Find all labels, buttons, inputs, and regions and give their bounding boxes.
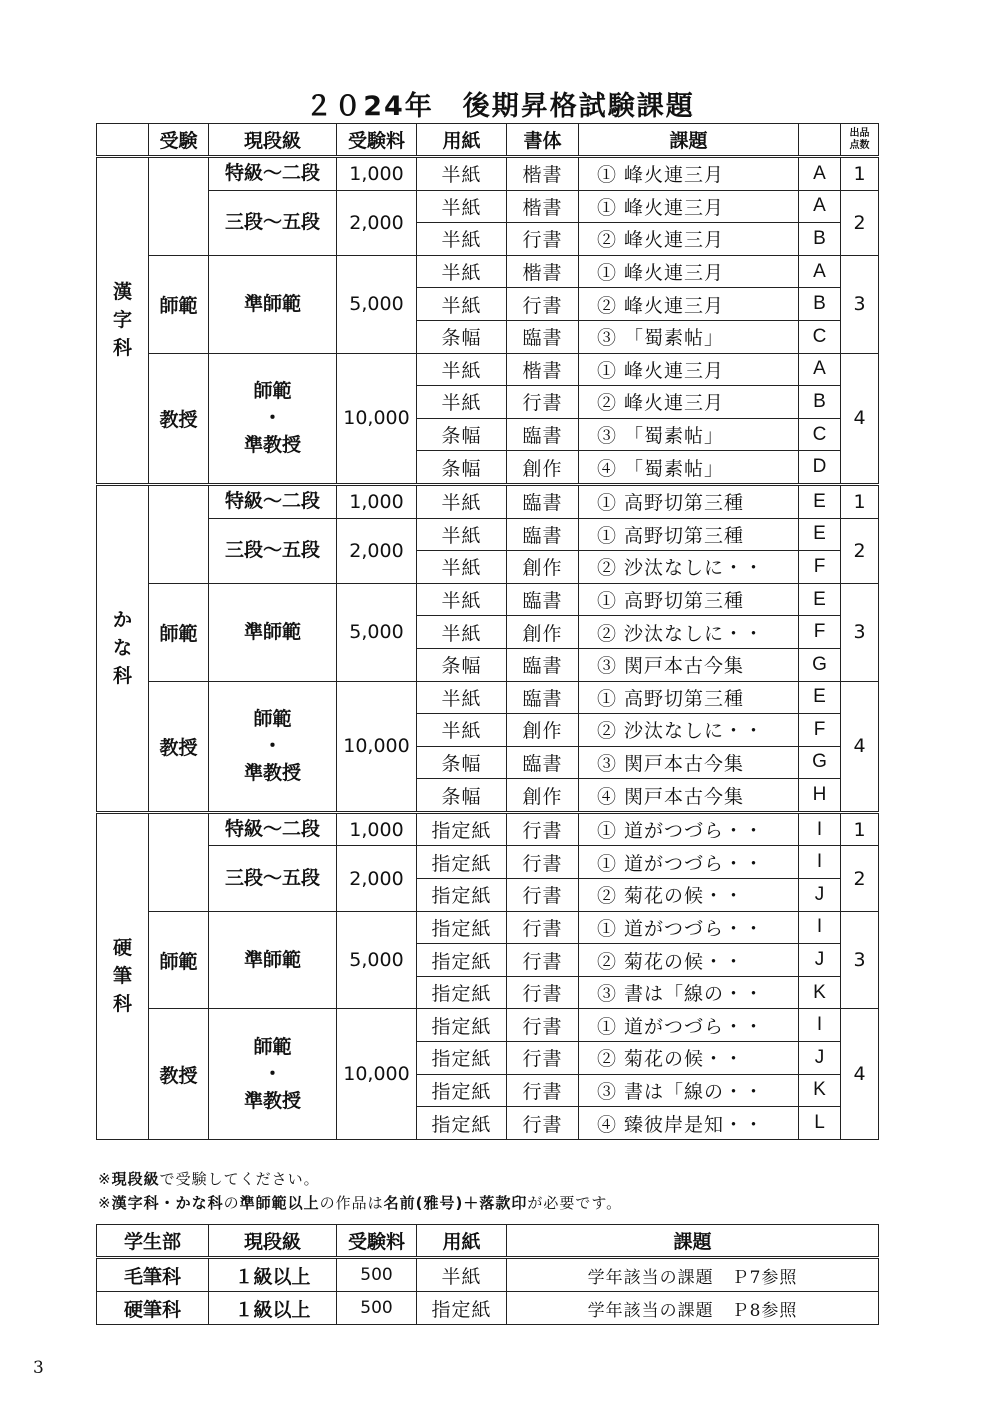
note2-mark: ※ — [98, 1194, 112, 1212]
note-line-2 — [98, 1192, 622, 1213]
subject-code: E — [799, 518, 841, 551]
exam-fee: 1,000 — [337, 812, 417, 846]
note2-text-3: が必要です。 — [527, 1194, 623, 1212]
exam-fee: 5,000 — [337, 911, 417, 1009]
script-style: 創作 — [507, 714, 579, 747]
level-line: 三段～五段 — [224, 539, 320, 562]
table-row — [97, 190, 879, 223]
subject-title: ① 峰火連三月 — [579, 157, 799, 191]
level-line: 準教授 — [243, 433, 301, 456]
subject-code: D — [799, 451, 841, 485]
paper-type: 指定紙 — [417, 944, 507, 977]
department-char: 科 — [112, 337, 132, 360]
script-style: 行書 — [507, 1009, 579, 1042]
subject-code: B — [799, 223, 841, 256]
subject-code: I — [799, 812, 841, 846]
current-level — [209, 911, 337, 1009]
subject-title: ① 高野切第三種 — [579, 681, 799, 714]
student-dept: 毛筆科 — [97, 1258, 209, 1292]
script-style: 行書 — [507, 812, 579, 846]
script-style: 行書 — [507, 911, 579, 944]
student-level: １級以上 — [209, 1258, 337, 1292]
script-style: 臨書 — [507, 518, 579, 551]
exam-fee: 2,000 — [337, 518, 417, 583]
paper-type: 条幅 — [417, 418, 507, 451]
exam-type: 師範 — [149, 583, 209, 681]
script-style: 臨書 — [507, 681, 579, 714]
exam-subjects-table — [96, 123, 879, 1140]
subject-code: H — [799, 779, 841, 813]
script-style: 臨書 — [507, 648, 579, 681]
script-style: 行書 — [507, 1042, 579, 1075]
subject-title: ③ 「蜀素帖」 — [579, 320, 799, 353]
script-style: 臨書 — [507, 418, 579, 451]
department-char: 科 — [112, 665, 132, 688]
subject-code: F — [799, 616, 841, 649]
current-level — [209, 583, 337, 681]
subject-code: B — [799, 386, 841, 419]
subject-code: G — [799, 648, 841, 681]
level-line: ・ — [262, 1062, 282, 1085]
exam-fee: 1,000 — [337, 484, 417, 518]
paper-type: 条幅 — [417, 451, 507, 485]
paper-type: 半紙 — [417, 288, 507, 321]
script-style: 楷書 — [507, 255, 579, 288]
subject-title: ② 沙汰なしに・・ — [579, 714, 799, 747]
subject-code: C — [799, 320, 841, 353]
department-char: 漢 — [112, 281, 132, 304]
subject-title: ③ 書は「線の・・ — [579, 976, 799, 1009]
table-row — [97, 846, 879, 879]
current-level — [209, 681, 337, 812]
header-fee: 受験料 — [337, 124, 417, 157]
student-header-fee: 受験料 — [337, 1225, 417, 1258]
entry-count: 3 — [841, 583, 879, 681]
script-style: 創作 — [507, 779, 579, 813]
subject-code: I — [799, 1009, 841, 1042]
department-char: 硬 — [112, 937, 132, 960]
exam-type: 師範 — [149, 255, 209, 353]
subject-code: E — [799, 681, 841, 714]
student-header-level: 現段級 — [209, 1225, 337, 1258]
subject-title: ① 道がつづら・・ — [579, 812, 799, 846]
subject-title: ③ 関戸本古今集 — [579, 746, 799, 779]
paper-type: 半紙 — [417, 157, 507, 191]
level-line: 準教授 — [243, 761, 301, 784]
student-row — [97, 1258, 879, 1292]
table-header-row — [97, 124, 879, 157]
student-fee: 500 — [337, 1258, 417, 1292]
department-char: 科 — [112, 993, 132, 1016]
script-style: 行書 — [507, 976, 579, 1009]
subject-title: ④ 「蜀素帖」 — [579, 451, 799, 485]
subject-code: K — [799, 1074, 841, 1107]
header-points — [841, 124, 879, 157]
department-char: な — [112, 637, 132, 660]
level-line: ・ — [262, 406, 282, 429]
exam-fee: 2,000 — [337, 846, 417, 911]
subject-code: L — [799, 1107, 841, 1140]
script-style: 行書 — [507, 223, 579, 256]
script-style: 臨書 — [507, 320, 579, 353]
note2-bold-1: 漢字科・かな科 — [111, 1194, 224, 1212]
subject-code: F — [799, 551, 841, 584]
level-line: 師範 — [253, 1035, 292, 1058]
entry-count: 4 — [841, 1009, 879, 1139]
subject-code: E — [799, 484, 841, 518]
header-points-line2: 点数 — [849, 139, 870, 151]
paper-type: 指定紙 — [417, 1042, 507, 1075]
subject-title: ② 沙汰なしに・・ — [579, 551, 799, 584]
paper-type: 半紙 — [417, 714, 507, 747]
student-level: １級以上 — [209, 1292, 337, 1325]
script-style: 行書 — [507, 1074, 579, 1107]
subject-code: I — [799, 846, 841, 879]
note1-mark: ※ — [98, 1170, 112, 1188]
header-style: 書体 — [507, 124, 579, 157]
exam-type — [149, 484, 209, 583]
level-line: ・ — [262, 734, 282, 757]
department-char: 筆 — [112, 965, 132, 988]
header-points-line1: 出品 — [849, 127, 870, 139]
student-header-subject: 課題 — [507, 1225, 879, 1258]
header-paper: 用紙 — [417, 124, 507, 157]
exam-fee: 5,000 — [337, 583, 417, 681]
paper-type: 指定紙 — [417, 846, 507, 879]
script-style: 行書 — [507, 846, 579, 879]
level-line: 師範 — [253, 379, 292, 402]
header-level: 現段級 — [209, 124, 337, 157]
exam-type: 教授 — [149, 353, 209, 484]
script-style: 楷書 — [507, 353, 579, 386]
subject-code: I — [799, 911, 841, 944]
subject-code: K — [799, 976, 841, 1009]
entry-count: 4 — [841, 681, 879, 812]
paper-type: 条幅 — [417, 779, 507, 813]
script-style: 行書 — [507, 879, 579, 912]
subject-title: ④ 関戸本古今集 — [579, 779, 799, 813]
subject-code: F — [799, 714, 841, 747]
subject-code: E — [799, 583, 841, 616]
level-line: 準師範 — [243, 948, 301, 971]
current-level — [209, 255, 337, 353]
subject-code: J — [799, 1042, 841, 1075]
department-name — [97, 157, 149, 485]
subject-title: ① 道がつづら・・ — [579, 1009, 799, 1042]
table-row — [97, 353, 879, 386]
paper-type: 指定紙 — [417, 911, 507, 944]
subject-title: ② 峰火連三月 — [579, 223, 799, 256]
entry-count: 1 — [841, 484, 879, 518]
paper-type: 条幅 — [417, 320, 507, 353]
level-line: 三段～五段 — [224, 867, 320, 890]
script-style: 行書 — [507, 1107, 579, 1140]
current-level — [209, 353, 337, 484]
student-subject: 学年該当の課題 Ｐ7参照 — [507, 1258, 879, 1292]
current-level — [209, 484, 337, 518]
department-char: 字 — [112, 309, 132, 332]
table-row — [97, 812, 879, 846]
entry-count: 3 — [841, 911, 879, 1009]
table-row — [97, 681, 879, 714]
paper-type: 指定紙 — [417, 976, 507, 1009]
header-exam: 受験 — [149, 124, 209, 157]
student-row — [97, 1292, 879, 1325]
header-code — [799, 124, 841, 157]
level-line: 特級～二段 — [224, 818, 320, 841]
paper-type: 半紙 — [417, 551, 507, 584]
paper-type: 条幅 — [417, 746, 507, 779]
script-style: 行書 — [507, 386, 579, 419]
level-line: 準教授 — [243, 1089, 301, 1112]
script-style: 行書 — [507, 288, 579, 321]
subject-title: ① 高野切第三種 — [579, 518, 799, 551]
paper-type: 半紙 — [417, 353, 507, 386]
note2-text-1: の — [223, 1194, 240, 1212]
student-subject: 学年該当の課題 Ｐ8参照 — [507, 1292, 879, 1325]
paper-type: 半紙 — [417, 518, 507, 551]
entry-count: 2 — [841, 190, 879, 255]
subject-title: ① 高野切第三種 — [579, 484, 799, 518]
exam-fee: 2,000 — [337, 190, 417, 255]
script-style: 楷書 — [507, 190, 579, 223]
exam-type: 教授 — [149, 681, 209, 812]
subject-code: J — [799, 944, 841, 977]
subject-code: A — [799, 190, 841, 223]
subject-code: A — [799, 255, 841, 288]
current-level — [209, 846, 337, 911]
level-line: 準師範 — [243, 292, 301, 315]
exam-type: 師範 — [149, 911, 209, 1009]
entry-count: 4 — [841, 353, 879, 484]
header-subject: 課題 — [579, 124, 799, 157]
script-style: 楷書 — [507, 157, 579, 191]
entry-count: 2 — [841, 846, 879, 911]
exam-fee: 1,000 — [337, 157, 417, 191]
subject-code: A — [799, 353, 841, 386]
script-style: 臨書 — [507, 746, 579, 779]
script-style: 創作 — [507, 551, 579, 584]
subject-title: ② 峰火連三月 — [579, 386, 799, 419]
exam-fee: 10,000 — [337, 681, 417, 812]
script-style: 創作 — [507, 451, 579, 485]
level-line: 師範 — [253, 707, 292, 730]
student-header-dept: 学生部 — [97, 1225, 209, 1258]
subject-code: J — [799, 879, 841, 912]
note1-rest: で受験してください。 — [159, 1170, 320, 1188]
subject-title: ② 菊花の候・・ — [579, 879, 799, 912]
note2-bold-3: 名前(雅号)＋落款印 — [383, 1194, 528, 1212]
current-level — [209, 1009, 337, 1139]
student-header-row — [97, 1225, 879, 1258]
paper-type: 指定紙 — [417, 1009, 507, 1042]
paper-type: 半紙 — [417, 583, 507, 616]
subject-title: ② 菊花の候・・ — [579, 944, 799, 977]
paper-type: 半紙 — [417, 223, 507, 256]
subject-title: ③ 「蜀素帖」 — [579, 418, 799, 451]
paper-type: 指定紙 — [417, 1074, 507, 1107]
entry-count: 2 — [841, 518, 879, 583]
paper-type: 半紙 — [417, 681, 507, 714]
table-row — [97, 1009, 879, 1042]
paper-type: 半紙 — [417, 190, 507, 223]
note2-bold-2: 準師範以上 — [239, 1194, 320, 1212]
paper-type: 指定紙 — [417, 879, 507, 912]
subject-title: ① 峰火連三月 — [579, 353, 799, 386]
table-row — [97, 911, 879, 944]
table-row — [97, 583, 879, 616]
current-level — [209, 518, 337, 583]
paper-type: 半紙 — [417, 255, 507, 288]
subject-title: ① 道がつづら・・ — [579, 911, 799, 944]
subject-title: ③ 関戸本古今集 — [579, 648, 799, 681]
department-char: か — [112, 609, 132, 632]
script-style: 臨書 — [507, 484, 579, 518]
subject-code: C — [799, 418, 841, 451]
script-style: 創作 — [507, 616, 579, 649]
table-row — [97, 255, 879, 288]
paper-type: 指定紙 — [417, 1107, 507, 1140]
subject-title: ① 高野切第三種 — [579, 583, 799, 616]
department-name — [97, 484, 149, 812]
entry-count: 1 — [841, 157, 879, 191]
student-dept: 硬筆科 — [97, 1292, 209, 1325]
entry-count: 1 — [841, 812, 879, 846]
subject-title: ③ 書は「線の・・ — [579, 1074, 799, 1107]
paper-type: 半紙 — [417, 484, 507, 518]
exam-type: 教授 — [149, 1009, 209, 1139]
student-division-table — [96, 1224, 879, 1325]
table-row — [97, 157, 879, 191]
subject-title: ① 峰火連三月 — [579, 255, 799, 288]
subject-title: ④ 臻彼岸是知・・ — [579, 1107, 799, 1140]
exam-fee: 10,000 — [337, 1009, 417, 1139]
current-level — [209, 190, 337, 255]
exam-fee: 5,000 — [337, 255, 417, 353]
script-style: 行書 — [507, 944, 579, 977]
page-title: ２０24年 後期昇格試験課題 — [305, 91, 695, 122]
paper-type: 条幅 — [417, 648, 507, 681]
header-blank — [97, 124, 149, 157]
student-paper: 指定紙 — [417, 1292, 507, 1325]
level-line: 三段～五段 — [224, 211, 320, 234]
level-line: 特級～二段 — [224, 162, 320, 185]
subject-code: A — [799, 157, 841, 191]
table-row — [97, 518, 879, 551]
table-row — [97, 484, 879, 518]
note1-bold: 現段級 — [111, 1170, 160, 1188]
subject-title: ① 道がつづら・・ — [579, 846, 799, 879]
current-level — [209, 812, 337, 846]
exam-fee: 10,000 — [337, 353, 417, 484]
level-line: 特級～二段 — [224, 490, 320, 513]
student-paper: 半紙 — [417, 1258, 507, 1292]
note-line-1 — [98, 1168, 320, 1189]
page-number: 3 — [33, 1358, 44, 1378]
subject-code: B — [799, 288, 841, 321]
paper-type: 半紙 — [417, 616, 507, 649]
entry-count: 3 — [841, 255, 879, 353]
student-header-paper: 用紙 — [417, 1225, 507, 1258]
subject-title: ① 峰火連三月 — [579, 190, 799, 223]
note2-text-2: の作品は — [319, 1194, 384, 1212]
paper-type: 指定紙 — [417, 812, 507, 846]
script-style: 臨書 — [507, 583, 579, 616]
subject-title: ② 沙汰なしに・・ — [579, 616, 799, 649]
exam-type — [149, 812, 209, 911]
subject-title: ② 菊花の候・・ — [579, 1042, 799, 1075]
current-level — [209, 157, 337, 191]
student-fee: 500 — [337, 1292, 417, 1325]
level-line: 準師範 — [243, 620, 301, 643]
exam-type — [149, 157, 209, 256]
subject-code: G — [799, 746, 841, 779]
department-name — [97, 812, 149, 1139]
subject-title: ② 峰火連三月 — [579, 288, 799, 321]
paper-type: 半紙 — [417, 386, 507, 419]
